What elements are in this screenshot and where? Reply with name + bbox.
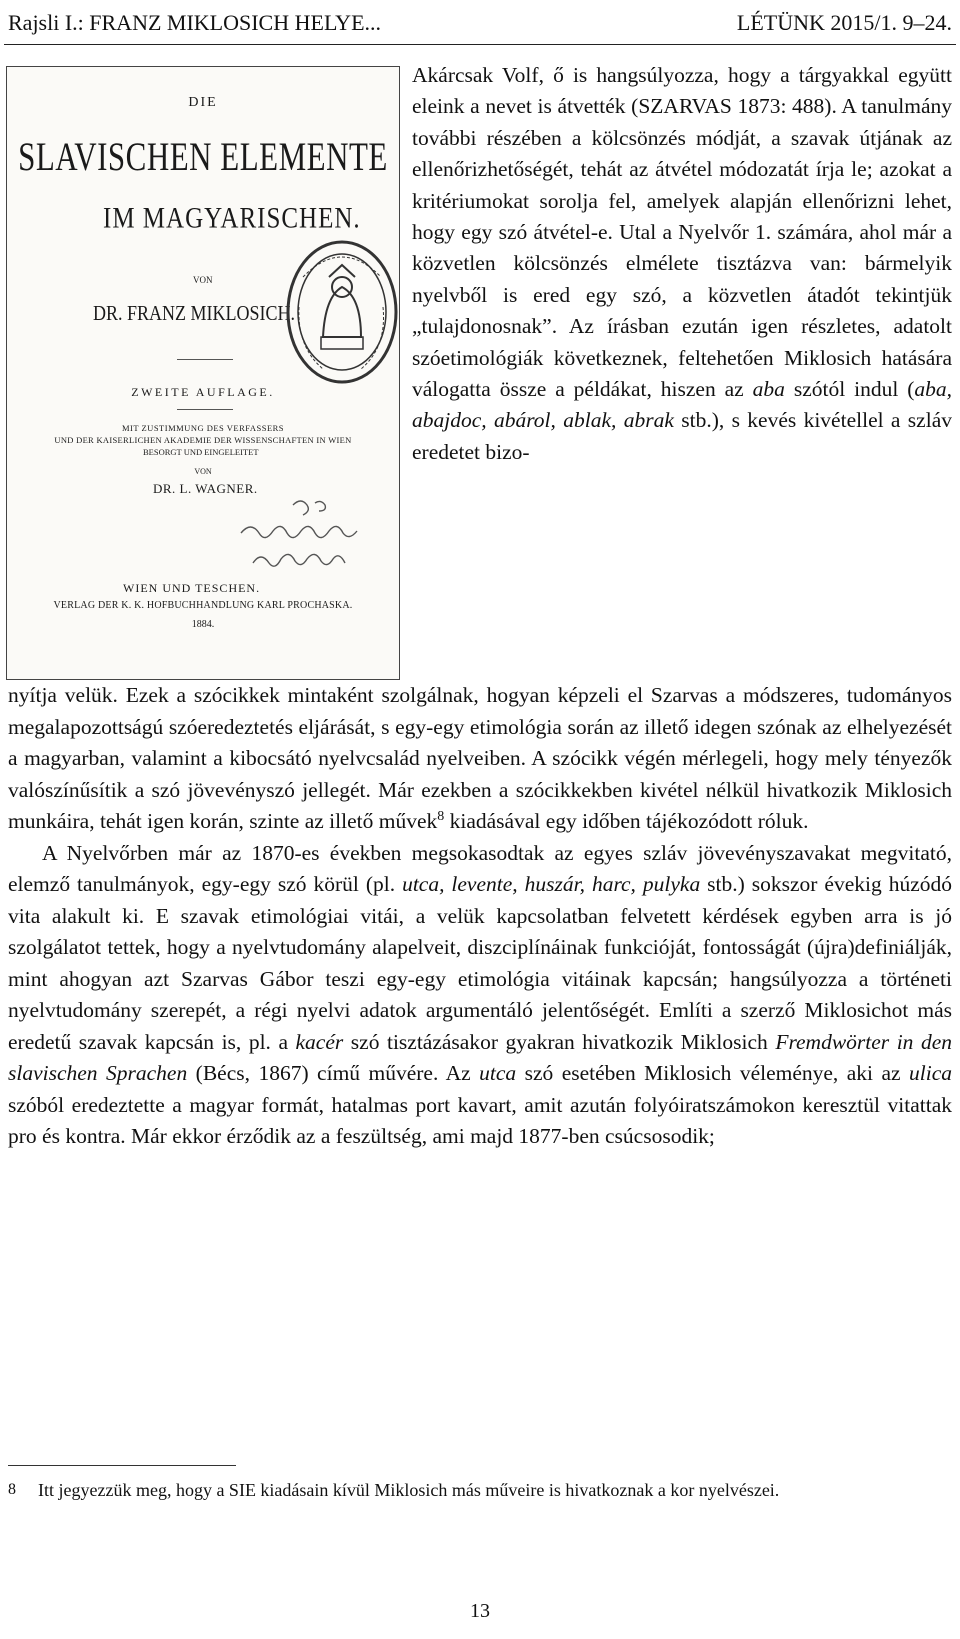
- body-full-width-text: [8, 680, 952, 1153]
- title-page-von-2: VON: [194, 467, 212, 476]
- title-page-consent-line1: MIT ZUSTIMMUNG DES VERFASSERS: [121, 423, 285, 433]
- page-number: 13: [470, 1600, 490, 1622]
- header-rule: [4, 44, 956, 45]
- body-paragraph: nyítja velük. Ezek a szócikkek mintaként szolgálnak, hogyan képzeli el Szarvas a módszeres, tudományos megalapozottságú szóeredeztetés eljárását, s egy-egy etimológia során az illető idegen szónak az elhelyezését a magyarban, valamint a kibocsátó nyelvcsalád nyelveiben. A szócikk végén mérlegeli, hogy mely tényezők valószínűsítik a szó jövevényszó jellegét. Már ezekben a szócikkekben kivétel nélkül hivatkozik Miklosich munkáira, tehát igen korán, szinte az illető művek$^8$ kiadásával egy időben tájékozódott róluk.: [8, 683, 952, 833]
- title-page-consent-line2: UND DER KAISERLICHEN AKADEMIE DER WISSENSCHAFTEN IN WIEN: [54, 435, 352, 445]
- footnote-reference: 8: [437, 808, 445, 824]
- title-page-edition: ZWEITE AUFLAGE.: [131, 385, 275, 399]
- running-header: [8, 6, 952, 40]
- body-paragraph: Akárcsak Volf, ő is hangsúlyozza, hogy a tárgyakkal együtt eleink a nevet is átvették (SZARVAS 1873: 488). A tanulmány további részében a kölcsönzés módját, a szavak útjának az ellenőrizhetőségét, tehát az átvétel módozatát írja le; azokat a kritériumokat sorolja fel, amelyek alapján ellenőrizni lehet, hogy egy szó átvétel-e. Utal a Nyelvőr 1. számára, ahol már a közvetlen kölcsönzés elmélete tisztázva van: bármelyik nyelvből is ered egy szó, a közvetlen átadót tekintjük „tulajdonosnak”. Az írásban ezután igen részletes, adatolt szóetimológiák következnek, feltehetően Miklosich hatására válogatta össze a példákat, hiszen az aba szótól indul (aba, abajdoc, abárol, ablak, abrak stb.), s kevés kivétellel a szláv eredetet bizo-: [412, 63, 953, 464]
- library-stamp-icon: [283, 237, 400, 387]
- handwritten-inscription-icon: [233, 493, 373, 583]
- title-page-consent-line3: BESORGT UND EINGELEITET: [143, 447, 259, 457]
- title-page-title-line1: SLAVISCHEN ELEMENTE: [18, 133, 388, 180]
- footnote-mark: 8: [8, 1481, 16, 1498]
- title-page-publisher: VERLAG DER K. K. HOFBUCHHANDLUNG KARL PROCHASKA.: [53, 600, 353, 611]
- header-author-title: Rajsli I.: FRANZ MIKLOSICH HELYE...: [8, 10, 382, 35]
- footnote: [8, 1475, 952, 1505]
- body-paragraph: A Nyelvőrben már az 1870-es években megsokasodtak az egyes szláv jövevényszavakat megvitató, elemző tanulmányok, egy-egy szó körül (pl. utca, levente, huszár, harc, pulyka stb.) sokszor évekig húzódó vita alakult ki. E szavak etimológiai vitái, a velük kapcsolatban felvetett kérdések egyben arra is jó szolgálatot tettek, hogy a nyelvtudomány alapelveit, diszciplínáinak funkcióját, fontosságát (újra)definiálják, mint ahogyan azt Szarvas Gábor teszi egy-egy etimológia vitáinak kapcsán; hangsúlyozza a történeti nyelvtudomány szerepét, a régi nyelvi adatok argumentáló jelentőségét. Említi a szerző Miklosichot más eredetű szavak kapcsán is, pl. a kacér szó tisztázásakor gyakran hivatkozik Miklosich Fremdwörter in den slavischen Sprachen (Bécs, 1867) című művére. Az utca szó esetében Miklosich véleménye, aki az ulica szóból eredeztette a magyar formát, hatalmas port kavart, amit azután folyóiratszámokon keresztül vitattak pro és kontra. Már ekkor érződik az a feszültség, ami majd 1877-ben csúcsosodik;: [8, 840, 953, 1148]
- title-page-author: DR. FRANZ MIKLOSICH.: [93, 301, 296, 325]
- title-page-die: DIE: [188, 95, 218, 110]
- title-page-place: WIEN UND TESCHEN.: [123, 581, 261, 595]
- title-page-von: VON: [193, 275, 213, 285]
- footnote-rule: [8, 1465, 236, 1466]
- title-page-year: 1884.: [191, 619, 215, 630]
- title-page-title-line2: IM MAGYARISCHEN.: [103, 202, 361, 235]
- title-page-divider: [177, 409, 233, 410]
- title-page-editor: DR. L. WAGNER.: [153, 481, 258, 496]
- title-page-figure: [6, 66, 400, 680]
- body-column-text: [412, 60, 952, 468]
- header-journal-ref: LÉTÜNK 2015/1. 9–24.: [736, 10, 952, 35]
- footnote-text: Itt jegyezzük meg, hogy a SIE kiadásain kívül Miklosich más műveire is hivatkoznak a kor nyelvészei.: [38, 1480, 780, 1500]
- title-page-divider: [177, 359, 233, 360]
